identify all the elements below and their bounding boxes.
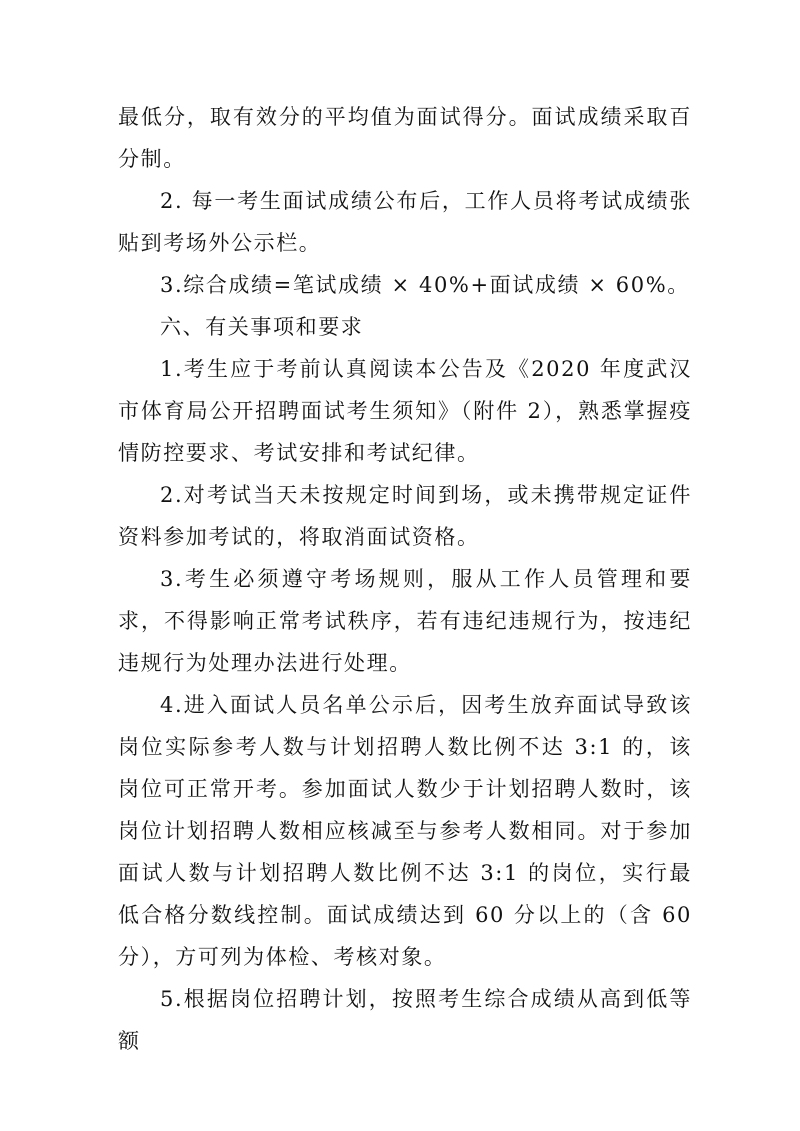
paragraph-item-1: 1.考生应于考前认真阅读本公告及《2020 年度武汉市体育局公开招聘面试考生须知》（附件 2），熟悉掌握疫情防控要求、考试安排和考试纪律。 (118, 357, 692, 465)
paragraph-item-4: 4.进入面试人员名单公示后，因考生放弃面试导致该岗位实际参考人数与计划招聘人数比例不达 3:1 的，该岗位可正常开考。参加面试人数少于计划招聘人数时，该岗位计划招聘人数相应核减至与参考人数相同。对于参加面试人数与计划招聘人数比例不达 3:1 的岗位，实行最低合格分数线控制。面试成绩达到 60 分以上的（含 60 分），方可列为体检、考核对象。 (118, 693, 692, 969)
paragraph-score-method: 最低分，取有效分的平均值为面试得分。面试成绩采取百分制。 (118, 105, 692, 171)
paragraph-item-5: 5.根据岗位招聘计划，按照考生综合成绩从高到低等额 (118, 987, 692, 1053)
section-heading-matters: 六、有关事项和要求 (160, 315, 364, 339)
paragraph-item-3: 3.考生必须遵守考场规则，服从工作人员管理和要求，不得影响正常考试秩序，若有违纪违规行为，按违纪违规行为处理办法进行处理。 (118, 567, 692, 675)
paragraph-item-2: 2.对考试当天未按规定时间到场，或未携带规定证件资料参加考试的，将取消面试资格。 (118, 483, 692, 549)
paragraph-composite-score: 3.综合成绩=笔试成绩 × 40%+面试成绩 × 60%。 (160, 273, 690, 297)
paragraph-score-posting: 2. 每一考生面试成绩公布后，工作人员将考试成绩张贴到考场外公示栏。 (118, 189, 692, 255)
